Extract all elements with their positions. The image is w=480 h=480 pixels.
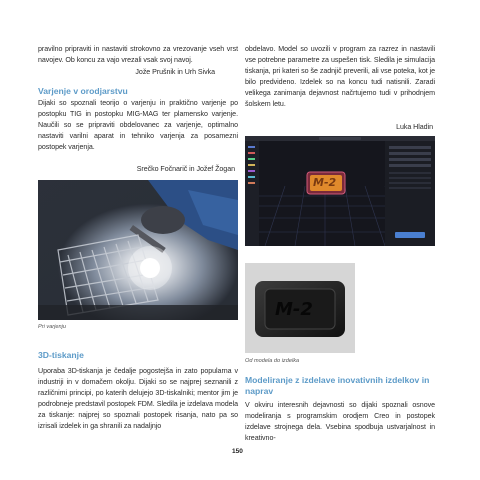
slicer-screenshot	[245, 136, 435, 246]
welding-photo-caption: Pri varjenju	[38, 324, 66, 330]
welding-photo	[38, 180, 238, 320]
left-intro-author: Jože Prušnik in Urh Sivka	[135, 68, 215, 76]
right-intro-text: obdelavo. Model so uvozili v program za razrez in nastavili vse potrebne parametre za uspešen tisk. Sledila je simulacija tiskanja, pri kateri so še zadnjič preverili, ali vse poteka, kot je bilo predvideno. Izdelek so na koncu tudi natisnili. Zaradi velikega zanimanja dejavnost načrtujemo tudi v prihodnjem šolskem letu.	[245, 45, 435, 108]
printed-model-photo	[245, 263, 355, 353]
print3d-heading: 3D-tiskanje	[38, 350, 84, 360]
welding-heading: Varjenje v orodjarstvu	[38, 86, 128, 96]
printed-logo-text: M-2	[275, 299, 313, 320]
model-photo-caption: Od modela do izdelka	[245, 358, 300, 364]
left-intro-text: pravilno pripraviti in nastaviti strokovno za vrezovanje vseh vrst navojev. Ob koncu za vajo vrezali vsak svoj navoj.	[38, 45, 238, 64]
welding-body: Dijaki so spoznali teorijo o varjenju in praktično varjenje po postopku TIG in postopku MIG-MAG ter plamensko varjenje. Naučili so se pripraviti obdelovanec za varjenje, optimalno nastaviti varilni aparat in tehniko varjenja za posamezni postopek varjenja.	[38, 99, 238, 151]
welding-author: Srečko Fočnarič in Jožef Žogan	[136, 165, 235, 173]
right-intro-author: Luka Hladin	[396, 123, 433, 131]
innovation-body: V okviru interesnih dejavnosti so dijaki spoznali osnove modeliranja s programskim orodjem Creo in postopek izdelave strojnega dela. Vsebina spodbuja ustvarjalnost in kreativno-	[245, 401, 435, 442]
print3d-body: Uporaba 3D-tiskanja je čedalje pogostejša in zato popularna v industriji in v domačem okolju. Dijaki so se najprej seznanili z različnimi principi, po katerih delujejo 3D-tiskalniki; mentor jim je podrobneje predstavil postopek FDM. Sledila je izdelava modela za tiskanje: najprej so spoznali postopek risanja, nato pa so izrisali izdelek in ga shranili za nadaljnjo	[38, 367, 238, 430]
page-number: 150	[232, 448, 243, 455]
slicer-logo-text: M-2	[313, 176, 337, 189]
innovation-heading: Modeliranje z izdelave inovativnih izdelkov in naprav	[245, 375, 430, 396]
